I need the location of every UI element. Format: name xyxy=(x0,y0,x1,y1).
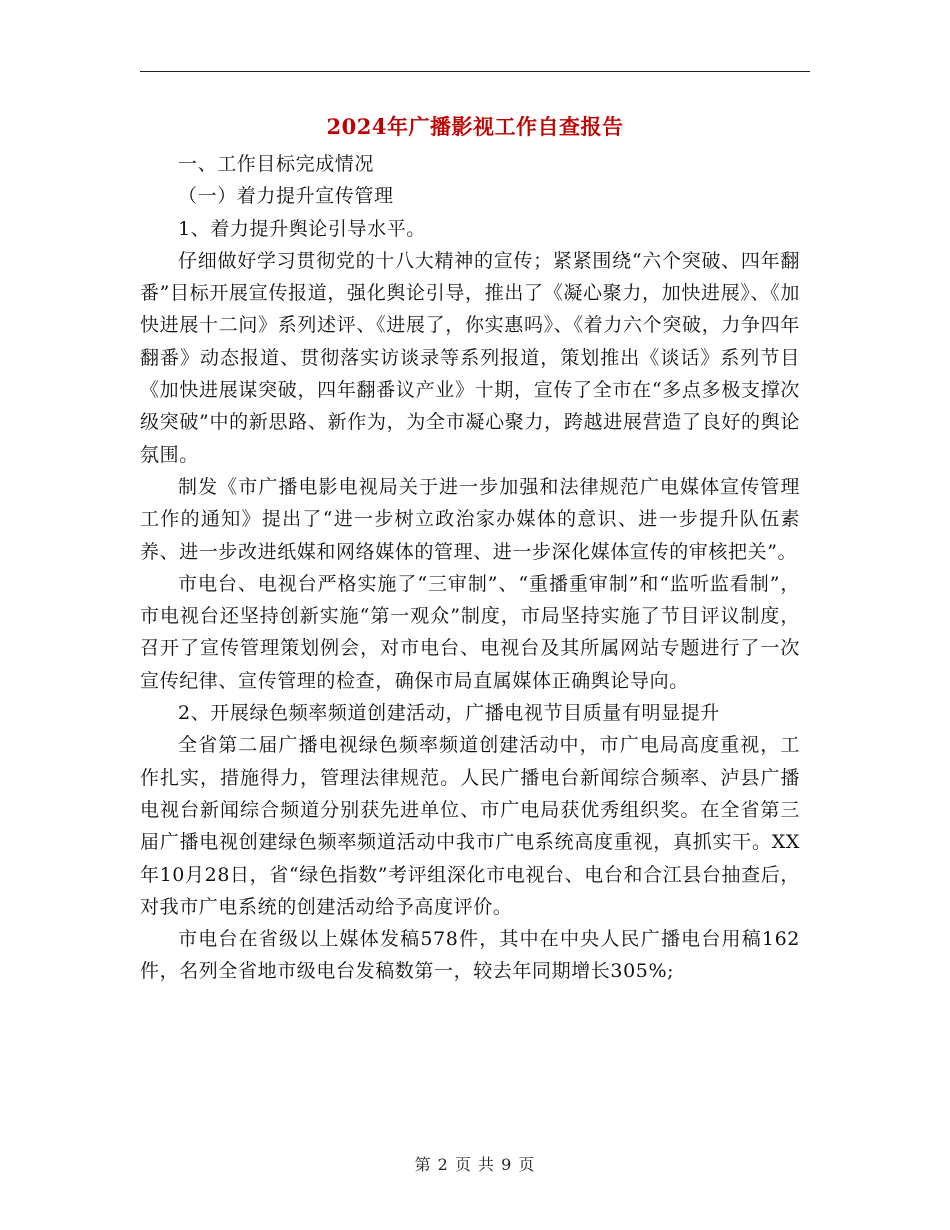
header-rule xyxy=(140,71,810,72)
body-paragraph: 市电台、电视台严格实施了“三审制”、“重播重审制”和“监听监看制”，市电视台还坚持创新实施“第一观众”制度，市局坚持实施了节目评议制度，召开了宣传管理策划例会，对市电台、电视台及其所属网站专题进行了一次宣传纪律、宣传管理的检查，确保市局直属媒体正确舆论导向。 xyxy=(140,572,800,692)
body-paragraph: 制发《市广播电影电视局关于进一步加强和法律规范广电媒体宣传管理工作的通知》提出了“进一步树立政治家办媒体的意识、进一步提升队伍素养、进一步改进纸媒和网络媒体的管理、进一步深化媒体宣传的审核把关”。 xyxy=(140,475,800,563)
page-number: 第 2 页 共 9 页 xyxy=(414,1155,536,1174)
body-paragraph: 全省第二届广播电视绿色频率频道创建活动中，市广电局高度重视，工作扎实，措施得力，管理法律规范。人民广播电台新闻综合频率、泸县广播电视台新闻综合频道分别获先进单位、市广电局获优秀组织奖。在全省第三届广播电视创建绿色频率频道活动中我市广电系统高度重视，真抓实干。XX年10月28日，省“绿色指数”考评组深化市电视台、电台和合江县台抽查后，对我市广电系统的创建活动给予高度评价。 xyxy=(140,734,800,918)
section-heading: 一、工作目标完成情况 xyxy=(178,153,375,175)
body-paragraph: 仔细做好学习贯彻党的十八大精神的宣传；紧紧围绕“六个突破、四年翻番”目标开展宣传报道，强化舆论引导，推出了《凝心聚力，加快进展》、《加快进展十二问》系列述评、《进展了，你实惠吗》、《着力六个突破，力争四年翻番》动态报道、贯彻落实访谈录等系列报道，策划推出《谈话》系列节目《加快进展谋突破，四年翻番议产业》十期，宣传了全市在“多点多极支撑次级突破”中的新思路、新作为，为全市凝心聚力，跨越进展营造了良好的舆论氛围。 xyxy=(140,249,800,466)
subsection-heading: （一）着力提升宣传管理 xyxy=(178,185,394,208)
item-heading: 2、开展绿色频率频道创建活动，广播电视节目质量有明显提升 xyxy=(178,702,720,725)
body-paragraph: 市电台在省级以上媒体发稿578件，其中在中央人民广播电台用稿162件，名列全省地市级电台发稿数第一，较去年同期增长305%; xyxy=(140,928,800,983)
document-title: 2024年广播影视工作自查报告 xyxy=(326,114,624,139)
item-heading: 1、着力提升舆论引导水平。 xyxy=(178,217,426,240)
document-body xyxy=(140,148,800,988)
